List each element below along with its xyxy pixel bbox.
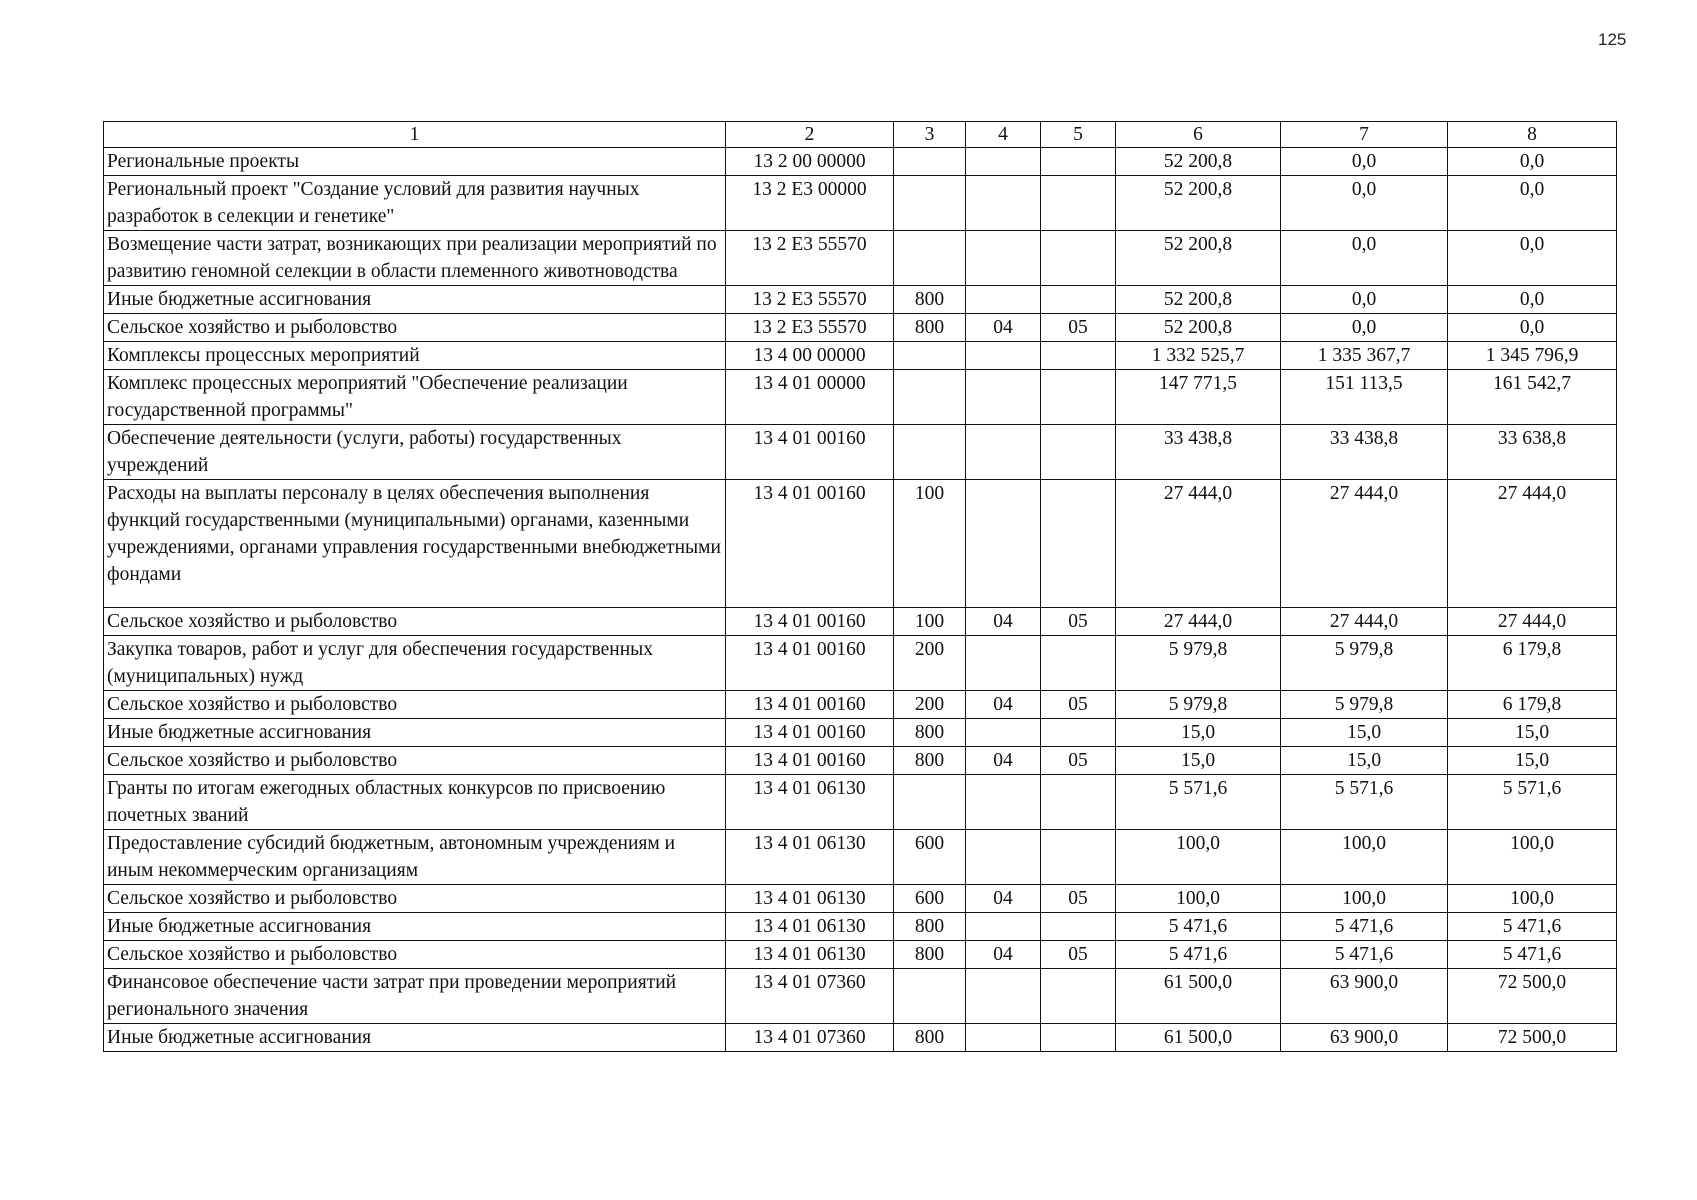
header-cell: 2 (726, 122, 894, 148)
row-expense-type-cell (894, 342, 966, 370)
row-name-cell: Сельское хозяйство и рыболовство (104, 608, 726, 636)
row-expense-type-cell (894, 425, 966, 480)
header-cell: 1 (104, 122, 726, 148)
row-section-cell: 04 (966, 608, 1041, 636)
row-amount-col6-cell: 5 471,6 (1116, 913, 1281, 941)
row-amount-col6-cell: 15,0 (1116, 719, 1281, 747)
row-amount-col7-cell: 15,0 (1281, 747, 1448, 775)
row-section-cell (966, 480, 1041, 608)
row-amount-col8-cell: 15,0 (1448, 719, 1617, 747)
row-amount-col7-cell: 0,0 (1281, 148, 1448, 176)
row-amount-col6-cell: 52 200,8 (1116, 231, 1281, 286)
table-row (104, 480, 1617, 608)
row-expense-type-cell: 800 (894, 747, 966, 775)
row-subsection-cell (1041, 176, 1116, 231)
row-code-cell: 13 4 01 00000 (726, 370, 894, 425)
row-code-cell: 13 4 00 00000 (726, 342, 894, 370)
header-cell: 7 (1281, 122, 1448, 148)
row-subsection-cell: 05 (1041, 314, 1116, 342)
row-amount-col6-cell: 61 500,0 (1116, 1024, 1281, 1052)
row-section-cell (966, 1024, 1041, 1052)
row-section-cell (966, 342, 1041, 370)
row-amount-col7-cell: 63 900,0 (1281, 1024, 1448, 1052)
row-subsection-cell: 05 (1041, 941, 1116, 969)
row-name-cell: Сельское хозяйство и рыболовство (104, 885, 726, 913)
row-amount-col7-cell: 0,0 (1281, 231, 1448, 286)
row-subsection-cell (1041, 969, 1116, 1024)
table-row (104, 969, 1617, 1024)
row-section-cell (966, 913, 1041, 941)
row-amount-col7-cell: 0,0 (1281, 286, 1448, 314)
row-subsection-cell: 05 (1041, 885, 1116, 913)
row-name-cell: Предоставление субсидий бюджетным, автономным учреждениям и иным некоммерческим организациям (104, 830, 726, 885)
row-amount-col8-cell: 0,0 (1448, 176, 1617, 231)
row-name-cell: Иные бюджетные ассигнования (104, 913, 726, 941)
row-amount-col8-cell: 5 471,6 (1448, 913, 1617, 941)
row-amount-col6-cell: 52 200,8 (1116, 314, 1281, 342)
table-row (104, 176, 1617, 231)
row-amount-col7-cell: 63 900,0 (1281, 969, 1448, 1024)
table-row (104, 370, 1617, 425)
row-expense-type-cell: 200 (894, 691, 966, 719)
row-amount-col8-cell: 1 345 796,9 (1448, 342, 1617, 370)
row-amount-col7-cell: 5 471,6 (1281, 941, 1448, 969)
row-amount-col8-cell: 100,0 (1448, 885, 1617, 913)
row-amount-col7-cell: 1 335 367,7 (1281, 342, 1448, 370)
row-amount-col6-cell: 33 438,8 (1116, 425, 1281, 480)
table-row (104, 314, 1617, 342)
row-subsection-cell (1041, 148, 1116, 176)
row-expense-type-cell: 600 (894, 830, 966, 885)
table-row (104, 231, 1617, 286)
row-expense-type-cell: 800 (894, 286, 966, 314)
row-section-cell: 04 (966, 314, 1041, 342)
row-name-cell: Комплексы процессных мероприятий (104, 342, 726, 370)
row-name-cell: Гранты по итогам ежегодных областных конкурсов по присвоению почетных званий (104, 775, 726, 830)
row-subsection-cell: 05 (1041, 691, 1116, 719)
table-row (104, 941, 1617, 969)
page-number: 125 (1598, 30, 1627, 49)
row-subsection-cell (1041, 1024, 1116, 1052)
table-row (104, 148, 1617, 176)
table-row (104, 719, 1617, 747)
row-amount-col8-cell: 5 571,6 (1448, 775, 1617, 830)
row-amount-col7-cell: 100,0 (1281, 885, 1448, 913)
row-expense-type-cell: 800 (894, 1024, 966, 1052)
row-code-cell: 13 4 01 06130 (726, 913, 894, 941)
row-code-cell: 13 4 01 06130 (726, 941, 894, 969)
row-subsection-cell (1041, 370, 1116, 425)
row-amount-col7-cell: 33 438,8 (1281, 425, 1448, 480)
header-cell: 5 (1041, 122, 1116, 148)
row-code-cell: 13 4 01 00160 (726, 747, 894, 775)
row-amount-col8-cell: 0,0 (1448, 286, 1617, 314)
row-code-cell: 13 2 Е3 00000 (726, 176, 894, 231)
row-expense-type-cell (894, 231, 966, 286)
row-amount-col6-cell: 52 200,8 (1116, 148, 1281, 176)
row-amount-col6-cell: 52 200,8 (1116, 176, 1281, 231)
row-name-cell: Иные бюджетные ассигнования (104, 719, 726, 747)
row-code-cell: 13 4 01 07360 (726, 969, 894, 1024)
header-cell: 6 (1116, 122, 1281, 148)
row-amount-col6-cell: 15,0 (1116, 747, 1281, 775)
row-subsection-cell: 05 (1041, 747, 1116, 775)
header-row (104, 122, 1617, 148)
row-amount-col7-cell: 0,0 (1281, 176, 1448, 231)
table-row (104, 608, 1617, 636)
row-name-cell: Иные бюджетные ассигнования (104, 286, 726, 314)
row-code-cell: 13 2 Е3 55570 (726, 231, 894, 286)
row-amount-col6-cell: 5 471,6 (1116, 941, 1281, 969)
row-expense-type-cell: 600 (894, 885, 966, 913)
row-amount-col8-cell: 33 638,8 (1448, 425, 1617, 480)
row-section-cell: 04 (966, 747, 1041, 775)
row-amount-col6-cell: 52 200,8 (1116, 286, 1281, 314)
row-code-cell: 13 4 01 06130 (726, 830, 894, 885)
row-subsection-cell (1041, 480, 1116, 608)
row-amount-col6-cell: 147 771,5 (1116, 370, 1281, 425)
row-amount-col8-cell: 5 471,6 (1448, 941, 1617, 969)
row-name-cell: Сельское хозяйство и рыболовство (104, 941, 726, 969)
row-section-cell (966, 286, 1041, 314)
table-row (104, 913, 1617, 941)
row-amount-col7-cell: 151 113,5 (1281, 370, 1448, 425)
budget-table (103, 121, 1617, 1052)
row-name-cell: Региональные проекты (104, 148, 726, 176)
row-amount-col6-cell: 27 444,0 (1116, 480, 1281, 608)
row-expense-type-cell: 800 (894, 719, 966, 747)
row-section-cell (966, 231, 1041, 286)
row-code-cell: 13 2 Е3 55570 (726, 286, 894, 314)
row-expense-type-cell: 800 (894, 941, 966, 969)
header-cell: 4 (966, 122, 1041, 148)
row-amount-col8-cell: 15,0 (1448, 747, 1617, 775)
row-name-cell: Финансовое обеспечение части затрат при проведении мероприятий регионального значения (104, 969, 726, 1024)
row-code-cell: 13 4 01 00160 (726, 719, 894, 747)
row-section-cell (966, 775, 1041, 830)
row-subsection-cell (1041, 913, 1116, 941)
row-section-cell: 04 (966, 941, 1041, 969)
row-expense-type-cell (894, 370, 966, 425)
row-expense-type-cell (894, 775, 966, 830)
row-section-cell: 04 (966, 691, 1041, 719)
table-row (104, 885, 1617, 913)
table-row (104, 636, 1617, 691)
row-amount-col7-cell: 100,0 (1281, 830, 1448, 885)
row-expense-type-cell: 800 (894, 314, 966, 342)
row-amount-col7-cell: 5 979,8 (1281, 691, 1448, 719)
table-row (104, 775, 1617, 830)
header-cell: 8 (1448, 122, 1617, 148)
table-row (104, 747, 1617, 775)
row-amount-col6-cell: 5 979,8 (1116, 636, 1281, 691)
row-subsection-cell (1041, 636, 1116, 691)
row-code-cell: 13 4 01 00160 (726, 480, 894, 608)
row-name-cell: Иные бюджетные ассигнования (104, 1024, 726, 1052)
row-name-cell: Закупка товаров, работ и услуг для обеспечения государственных (муниципальных) нужд (104, 636, 726, 691)
row-code-cell: 13 2 00 00000 (726, 148, 894, 176)
row-amount-col8-cell: 0,0 (1448, 148, 1617, 176)
row-code-cell: 13 4 01 06130 (726, 885, 894, 913)
row-code-cell: 13 4 01 00160 (726, 636, 894, 691)
row-expense-type-cell: 200 (894, 636, 966, 691)
row-amount-col6-cell: 100,0 (1116, 885, 1281, 913)
row-amount-col8-cell: 27 444,0 (1448, 480, 1617, 608)
row-name-cell: Сельское хозяйство и рыболовство (104, 747, 726, 775)
row-amount-col6-cell: 61 500,0 (1116, 969, 1281, 1024)
row-amount-col7-cell: 5 979,8 (1281, 636, 1448, 691)
row-name-cell: Обеспечение деятельности (услуги, работы) государственных учреждений (104, 425, 726, 480)
row-amount-col6-cell: 100,0 (1116, 830, 1281, 885)
row-amount-col8-cell: 6 179,8 (1448, 691, 1617, 719)
row-subsection-cell: 05 (1041, 608, 1116, 636)
row-amount-col8-cell: 6 179,8 (1448, 636, 1617, 691)
row-name-cell: Расходы на выплаты персоналу в целях обеспечения выполнения функций государственными (муниципальными) органами, казенными учреждениями, органами управления государственными внебюджетными фондами (104, 480, 726, 608)
row-name-cell: Сельское хозяйство и рыболовство (104, 691, 726, 719)
row-name-cell: Региональный проект "Создание условий для развития научных разработок в селекции и генетике" (104, 176, 726, 231)
table-row (104, 342, 1617, 370)
row-section-cell: 04 (966, 885, 1041, 913)
row-amount-col6-cell: 27 444,0 (1116, 608, 1281, 636)
row-amount-col7-cell: 5 471,6 (1281, 913, 1448, 941)
row-amount-col6-cell: 5 979,8 (1116, 691, 1281, 719)
row-name-cell: Возмещение части затрат, возникающих при реализации мероприятий по развитию геномной селекции в области племенного животноводства (104, 231, 726, 286)
row-code-cell: 13 4 01 00160 (726, 691, 894, 719)
row-amount-col8-cell: 72 500,0 (1448, 1024, 1617, 1052)
table-body (104, 148, 1617, 1052)
row-section-cell (966, 148, 1041, 176)
row-section-cell (966, 969, 1041, 1024)
table-row (104, 830, 1617, 885)
row-amount-col7-cell: 0,0 (1281, 314, 1448, 342)
row-subsection-cell (1041, 775, 1116, 830)
row-amount-col7-cell: 27 444,0 (1281, 480, 1448, 608)
row-subsection-cell (1041, 425, 1116, 480)
row-amount-col8-cell: 27 444,0 (1448, 608, 1617, 636)
row-amount-col8-cell: 0,0 (1448, 231, 1617, 286)
row-amount-col8-cell: 72 500,0 (1448, 969, 1617, 1024)
row-code-cell: 13 2 Е3 55570 (726, 314, 894, 342)
row-expense-type-cell (894, 969, 966, 1024)
table-row (104, 691, 1617, 719)
row-section-cell (966, 370, 1041, 425)
row-amount-col6-cell: 1 332 525,7 (1116, 342, 1281, 370)
row-amount-col6-cell: 5 571,6 (1116, 775, 1281, 830)
row-amount-col7-cell: 27 444,0 (1281, 608, 1448, 636)
row-amount-col8-cell: 161 542,7 (1448, 370, 1617, 425)
table-row (104, 425, 1617, 480)
row-amount-col8-cell: 0,0 (1448, 314, 1617, 342)
table-row (104, 286, 1617, 314)
row-expense-type-cell: 100 (894, 608, 966, 636)
row-section-cell (966, 636, 1041, 691)
row-subsection-cell (1041, 231, 1116, 286)
row-expense-type-cell: 100 (894, 480, 966, 608)
row-section-cell (966, 176, 1041, 231)
header-cell: 3 (894, 122, 966, 148)
table-row (104, 1024, 1617, 1052)
row-section-cell (966, 719, 1041, 747)
row-amount-col8-cell: 100,0 (1448, 830, 1617, 885)
row-subsection-cell (1041, 342, 1116, 370)
row-amount-col7-cell: 15,0 (1281, 719, 1448, 747)
row-section-cell (966, 425, 1041, 480)
row-section-cell (966, 830, 1041, 885)
row-expense-type-cell: 800 (894, 913, 966, 941)
row-name-cell: Комплекс процессных мероприятий "Обеспечение реализации государственной программы" (104, 370, 726, 425)
row-code-cell: 13 4 01 00160 (726, 608, 894, 636)
row-expense-type-cell (894, 148, 966, 176)
row-amount-col7-cell: 5 571,6 (1281, 775, 1448, 830)
row-subsection-cell (1041, 286, 1116, 314)
row-subsection-cell (1041, 830, 1116, 885)
row-name-cell: Сельское хозяйство и рыболовство (104, 314, 726, 342)
row-code-cell: 13 4 01 07360 (726, 1024, 894, 1052)
row-expense-type-cell (894, 176, 966, 231)
row-code-cell: 13 4 01 00160 (726, 425, 894, 480)
row-subsection-cell (1041, 719, 1116, 747)
row-code-cell: 13 4 01 06130 (726, 775, 894, 830)
